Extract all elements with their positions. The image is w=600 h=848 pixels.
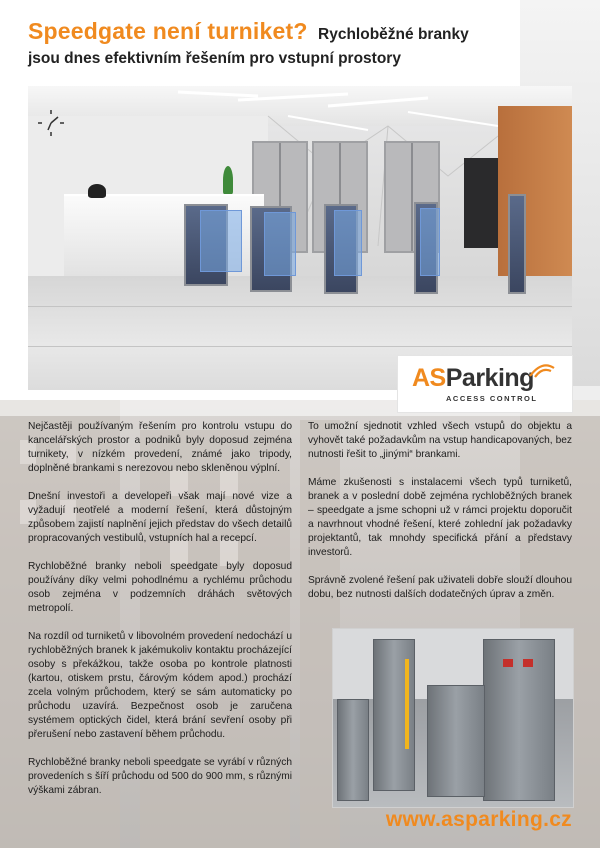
headline-subtitle-part2: jsou dnes efektivním řešením pro vstupní prostory (28, 50, 401, 67)
speedgate-detail-photo (332, 628, 574, 808)
right-paragraph-3: Správně zvolené řešení pak uživateli dobře slouží dlouhou dobu, bez nutnosti dalších dodatečných úprav a změn. (308, 575, 572, 600)
headline (28, 18, 580, 68)
wall-clock-graphic (36, 108, 66, 138)
right-paragraph-2: Máme zkušenosti s instalacemi všech typů turniketů, branek a v poslední době zejména rychloběžných branek – speedgate a jsme schopni už v rámci projektu doporučit a navrhnout vhodné řešení, které zohlední jak požadavky projektantů, tak mnohdy specifická přání a představy investorů. (308, 477, 572, 558)
headline-title: Speedgate není turniket? (28, 18, 308, 44)
logo-as-text: AS (412, 364, 446, 392)
logo-subtitle: ACCESS CONTROL (446, 394, 538, 403)
left-paragraph-2: Dnešní investoři a developeři však mají nové vize a vyžadují neotřelé a moderní řešení, která důstojným způsobem zajistí naplnění jejich představ do všech detailů propracovaných vestibulů, vstupních hal a recepcí. (28, 491, 292, 544)
right-paragraph-1: To umožní sjednotit vzhled všech vstupů do objektu a vyhovět také požadavkům na vstup handicapovaných, bez nutnosti řešit to „jinými“ brankami. (308, 421, 572, 460)
hero-photo (28, 86, 572, 390)
left-paragraph-3: Rychloběžné branky neboli speedgate byly doposud používány díky velmi pohodlnému a rychlému průchodu osob zejména v podzemních dráhách světových metropolí. (28, 561, 292, 614)
left-paragraph-4: Na rozdíl od turniketů v libovolném provedení nedochází u rychloběžných branek k jakémukoliv kontaktu procházející osoby s překážkou, takže osoba po kontrole platnosti (kartou, otiskem prstu, čárovým kódem apod.) prochází zcela volným průchodem, který se sám automaticky po průchodu uzavírá. Bezpečnost osob je zaručena systémem optických čidel, která brání sevření osoby při přerušení nebo zastavení během průchodu. (28, 631, 292, 740)
logo-signal-icon (526, 358, 558, 380)
left-text-column (28, 420, 292, 812)
headline-subtitle-part1: Rychloběžné branky (318, 26, 469, 43)
logo-parking-text: Parking (445, 364, 534, 392)
website-url[interactable]: www.asparking.cz (385, 808, 572, 831)
left-paragraph-1: Nejčastěji používaným řešením pro kontrolu vstupu do kancelářských prostor a podniků byly doposud zejména turnikety, v nízkém provedení, známé jako tripody, doplněné brankami s nerezovou nebo skleněnou výplní. (28, 421, 292, 474)
right-text-column (308, 420, 572, 616)
asparking-logo (398, 356, 572, 412)
left-paragraph-5: Rychloběžné branky neboli speedgate se vyrábí v různých provedeních s šíří průchodu od 500 do 900 mm, s různými výškami zábran. (28, 757, 292, 796)
